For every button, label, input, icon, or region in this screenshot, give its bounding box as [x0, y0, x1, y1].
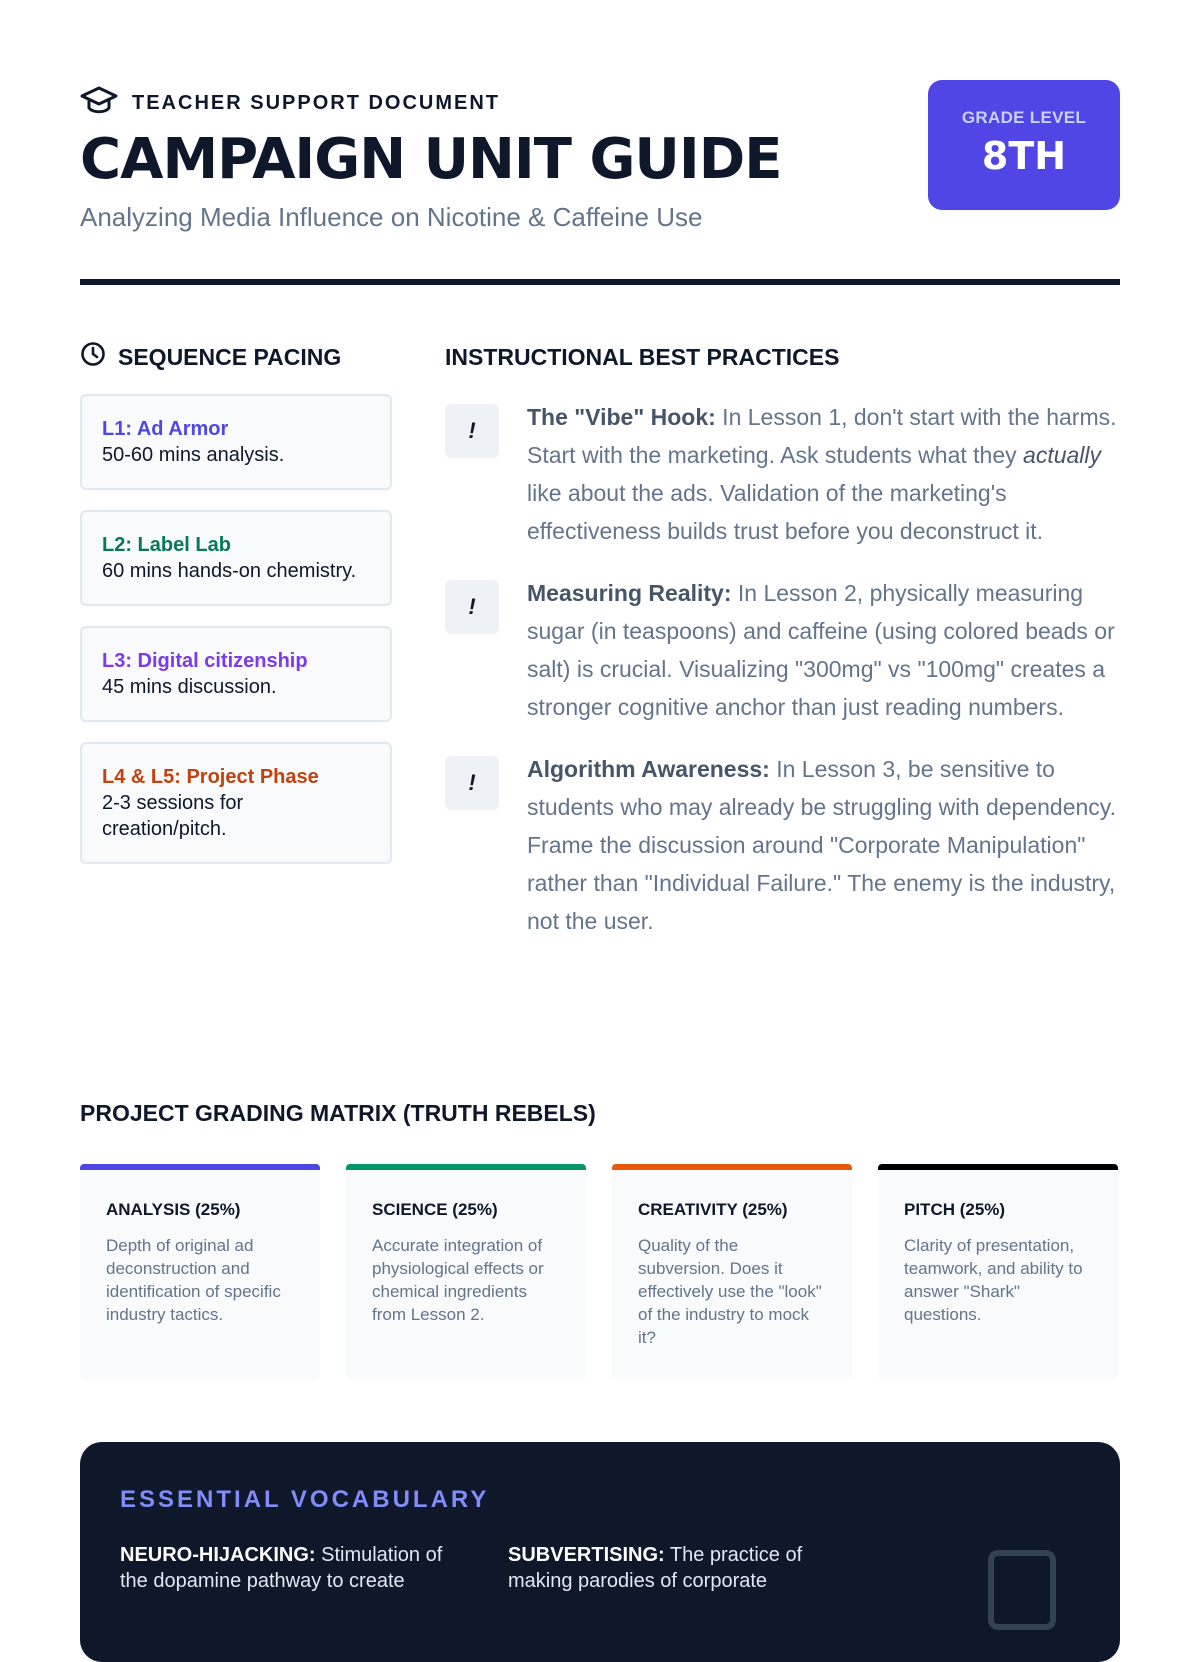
criterion-title: ANALYSIS (25%)	[106, 1200, 241, 1219]
criterion-desc: Quality of the subversion. Does it effectively use the "look" of the industry to mock it?	[638, 1236, 822, 1347]
vocab-term-definition: The practice of making parodies of corporate	[508, 1544, 803, 1592]
document-page	[80, 0, 1120, 1600]
pacing-card-title: L3: Digital citizenship	[102, 650, 308, 672]
clock-icon	[80, 341, 106, 373]
vocab-term-neuro-hijacking	[120, 1542, 470, 1594]
exclamation-icon: !	[445, 756, 499, 810]
criterion-card-analysis	[80, 1164, 320, 1379]
practice-item-measuring-reality	[445, 580, 1120, 726]
pacing-card-desc: 60 mins hands-on chemistry.	[102, 560, 357, 582]
vocab-term-definition: Stimulation of the dopamine pathway to create	[120, 1544, 443, 1592]
vocab-term-name: SUBVERTISING:	[508, 1544, 665, 1566]
exclamation-icon: !	[445, 404, 499, 458]
pacing-card-title: L1: Ad Armor	[102, 418, 229, 440]
practice-text	[527, 574, 1120, 726]
practice-item-vibe-hook	[445, 404, 1120, 550]
graduation-cap-icon	[80, 86, 118, 121]
document-header	[80, 78, 1120, 248]
vocabulary-heading: ESSENTIAL VOCABULARY	[120, 1486, 490, 1513]
criterion-desc: Clarity of presentation, teamwork, and ability to answer "Shark" questions.	[904, 1236, 1083, 1324]
pacing-card-l1	[80, 394, 392, 490]
grading-criteria-row	[80, 1164, 1120, 1379]
criterion-desc: Depth of original ad deconstruction and identification of specific industry tactics.	[106, 1236, 281, 1324]
practice-title: Measuring Reality:	[527, 580, 732, 606]
vocab-term-name: NEURO-HIJACKING:	[120, 1544, 316, 1566]
document-outline-icon	[988, 1550, 1056, 1630]
criterion-desc: Accurate integration of physiological effects or chemical ingredients from Lesson 2.	[372, 1236, 544, 1324]
grade-level-label: GRADE LEVEL	[961, 108, 1087, 127]
practice-title: Algorithm Awareness:	[527, 756, 770, 782]
pacing-card-desc: 45 mins discussion.	[102, 676, 277, 698]
sequence-pacing-title: SEQUENCE PACING	[118, 343, 342, 370]
practice-item-algorithm-awareness	[445, 756, 1120, 940]
pacing-card-l2	[80, 510, 392, 606]
pacing-card-title: L2: Label Lab	[102, 534, 231, 556]
criterion-title: CREATIVITY (25%)	[638, 1200, 788, 1219]
practice-body: In Lesson 1, don't start with the harms. Start with the marketing. Ask students what they	[527, 404, 1117, 468]
practice-title: The "Vibe" Hook:	[527, 404, 716, 430]
grade-level-badge	[928, 80, 1120, 210]
criterion-card-pitch	[878, 1164, 1118, 1379]
sequence-pacing-section	[80, 340, 392, 864]
pacing-card-l4-l5	[80, 742, 392, 864]
best-practices-section	[445, 340, 1120, 940]
sequence-pacing-heading	[80, 340, 392, 374]
criterion-title: SCIENCE (25%)	[372, 1200, 498, 1219]
practice-text	[527, 750, 1120, 940]
pacing-card-desc: 50-60 mins analysis.	[102, 444, 285, 466]
pacing-card-desc: 2-3 sessions for creation/pitch.	[102, 792, 244, 840]
practice-body: In Lesson 3, be sensitive to students who may already be struggling with dependency. Frame the discussion around "Corporate Manipulation" rather than "Individual Failure." The enemy is the industry, not the user.	[527, 756, 1116, 934]
criterion-title: PITCH (25%)	[904, 1200, 1006, 1219]
doc-type-row	[80, 86, 500, 121]
grade-level-value: 8TH	[981, 134, 1067, 178]
practice-body: In Lesson 2, physically measuring sugar (in teaspoons) and caffeine (using colored beads or salt) is crucial. Visualizing "300mg" vs "100mg" creates a stronger cognitive anchor than just reading numbers.	[527, 580, 1115, 720]
exclamation-icon: !	[445, 580, 499, 634]
criterion-card-creativity	[612, 1164, 852, 1379]
page-title: CAMPAIGN UNIT GUIDE	[80, 127, 782, 192]
header-divider	[80, 279, 1120, 285]
best-practices-heading: INSTRUCTIONAL BEST PRACTICES	[445, 343, 840, 370]
doc-type-label: TEACHER SUPPORT DOCUMENT	[132, 92, 501, 114]
criterion-card-science	[346, 1164, 586, 1379]
vocabulary-panel	[80, 1442, 1120, 1662]
page-subtitle: Analyzing Media Influence on Nicotine & Caffeine Use	[80, 202, 703, 232]
grading-matrix-section	[80, 1100, 1120, 1379]
practice-emphasis: actually	[1023, 442, 1102, 468]
practice-text	[527, 398, 1120, 550]
vocab-term-subvertising	[508, 1542, 838, 1594]
pacing-card-title: L4 & L5: Project Phase	[102, 766, 319, 788]
grading-matrix-heading: PROJECT GRADING MATRIX (TRUTH REBELS)	[80, 1100, 596, 1126]
practice-body: like about the ads. Validation of the marketing's effectiveness builds trust before you deconstruct it.	[527, 480, 1044, 544]
pacing-card-l3	[80, 626, 392, 722]
